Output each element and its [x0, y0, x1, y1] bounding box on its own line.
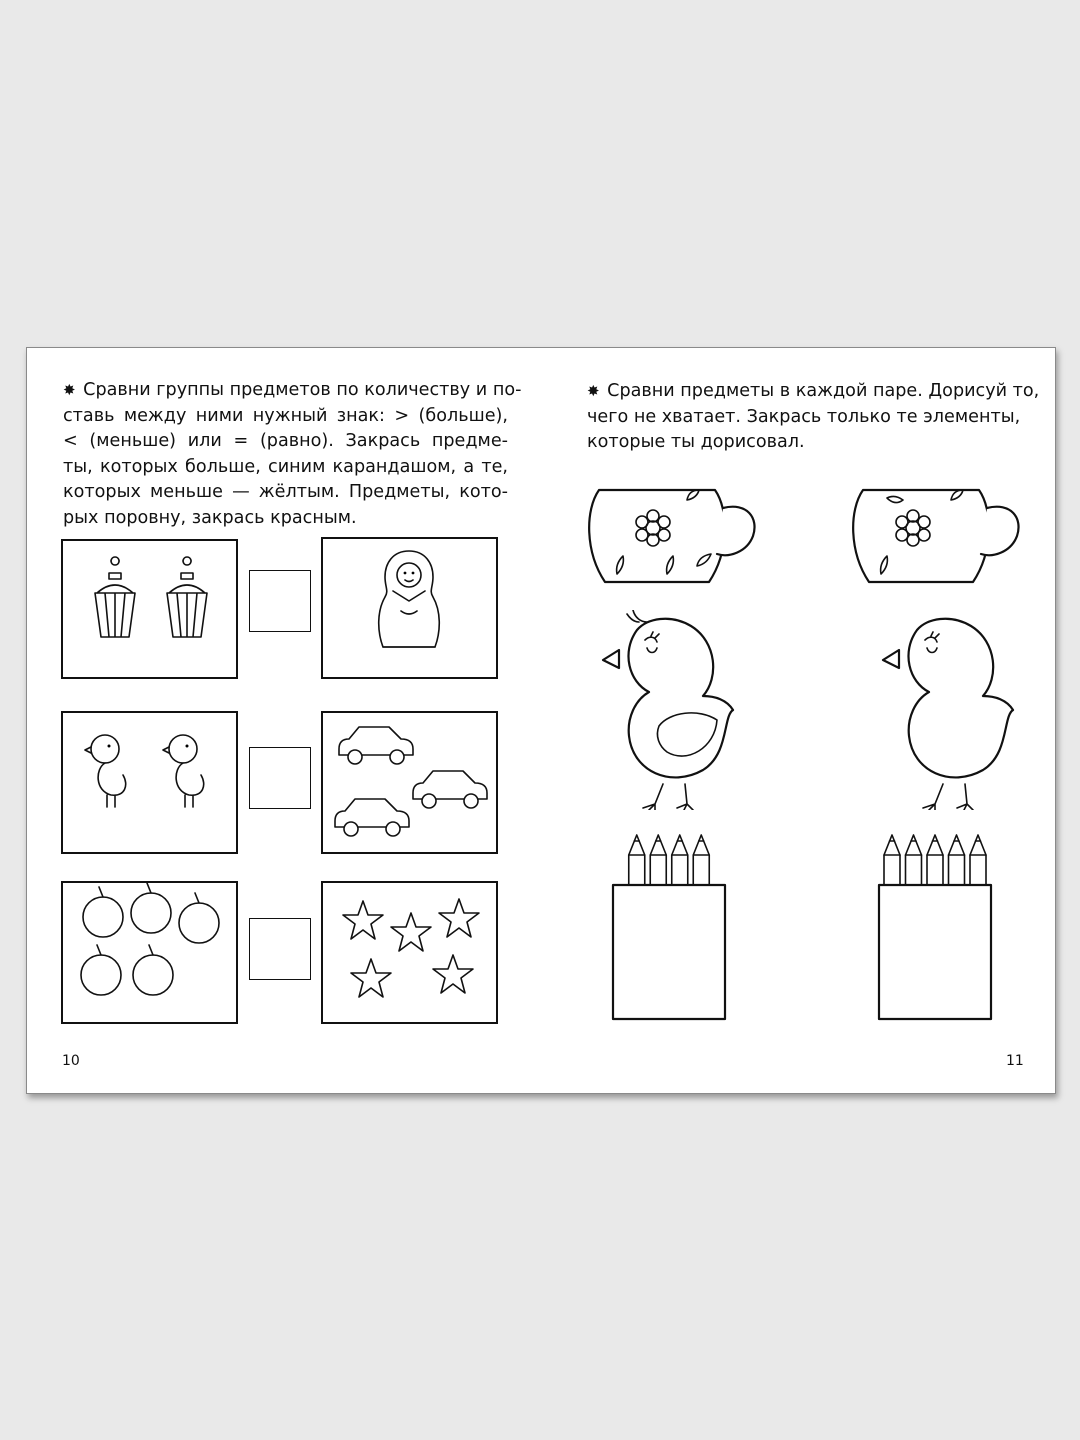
chick-right	[877, 610, 1037, 810]
asterisk-icon: ✸	[63, 381, 76, 399]
chick-left-icon	[597, 610, 757, 810]
box-chicks	[61, 711, 238, 854]
pencil-box-left	[609, 833, 729, 1023]
asterisk-icon: ✸	[587, 382, 600, 400]
compare-sign-box-3[interactable]	[249, 918, 311, 980]
box-matryoshka	[321, 537, 498, 679]
cup-right-icon	[851, 486, 1031, 586]
chick-right-icon	[877, 610, 1037, 810]
box-lanterns	[61, 539, 238, 679]
pencil-icon	[693, 835, 709, 885]
pencil-icon	[672, 835, 688, 885]
left-task-instruction: ✸ Сравни группы предметов по количеству и по- ставь между ними нужный знак: > (больше), < (меньше) или = (равно). Закрась предме- ты, которых больше, синим карандашом, а те, которых меньше — жёлтым. Предметы, кото- рых поровну, закрась красным.	[63, 380, 522, 528]
apple-icons	[63, 883, 235, 1021]
pencil-box-right-icon	[875, 833, 995, 1023]
pencil-icon	[884, 835, 900, 885]
pencil-icon	[949, 835, 965, 885]
car-icons	[323, 713, 495, 851]
pencil-icon	[970, 835, 986, 885]
compare-sign-box-1[interactable]	[249, 570, 311, 632]
matryoshka-icon	[323, 539, 495, 676]
lantern-icons	[63, 541, 235, 676]
pencil-icon	[629, 835, 645, 885]
box-stars	[321, 881, 498, 1024]
pencil-icon	[906, 835, 922, 885]
page-number-left: 10	[62, 1053, 80, 1069]
pencil-icon	[650, 835, 666, 885]
workbook-spread	[26, 347, 1056, 1094]
right-task-instruction: ✸ Сравни предметы в каждой паре. Дорисуй то, чего не хватает. Закрась только те элементы, которые ты дорисовал.	[587, 381, 1040, 452]
chick-left	[597, 610, 757, 810]
cup-left	[587, 486, 767, 586]
compare-sign-box-2[interactable]	[249, 747, 311, 809]
pencil-box-right	[875, 833, 995, 1023]
cup-right	[851, 486, 1031, 586]
pencil-box-left-icon	[609, 833, 729, 1023]
box-apples	[61, 881, 238, 1024]
box-cars	[321, 711, 498, 854]
cup-left-icon	[587, 486, 767, 586]
star-icons	[323, 883, 495, 1021]
pencil-icon	[927, 835, 943, 885]
page-number-right: 11	[1006, 1053, 1024, 1069]
chick-icons	[63, 713, 235, 851]
